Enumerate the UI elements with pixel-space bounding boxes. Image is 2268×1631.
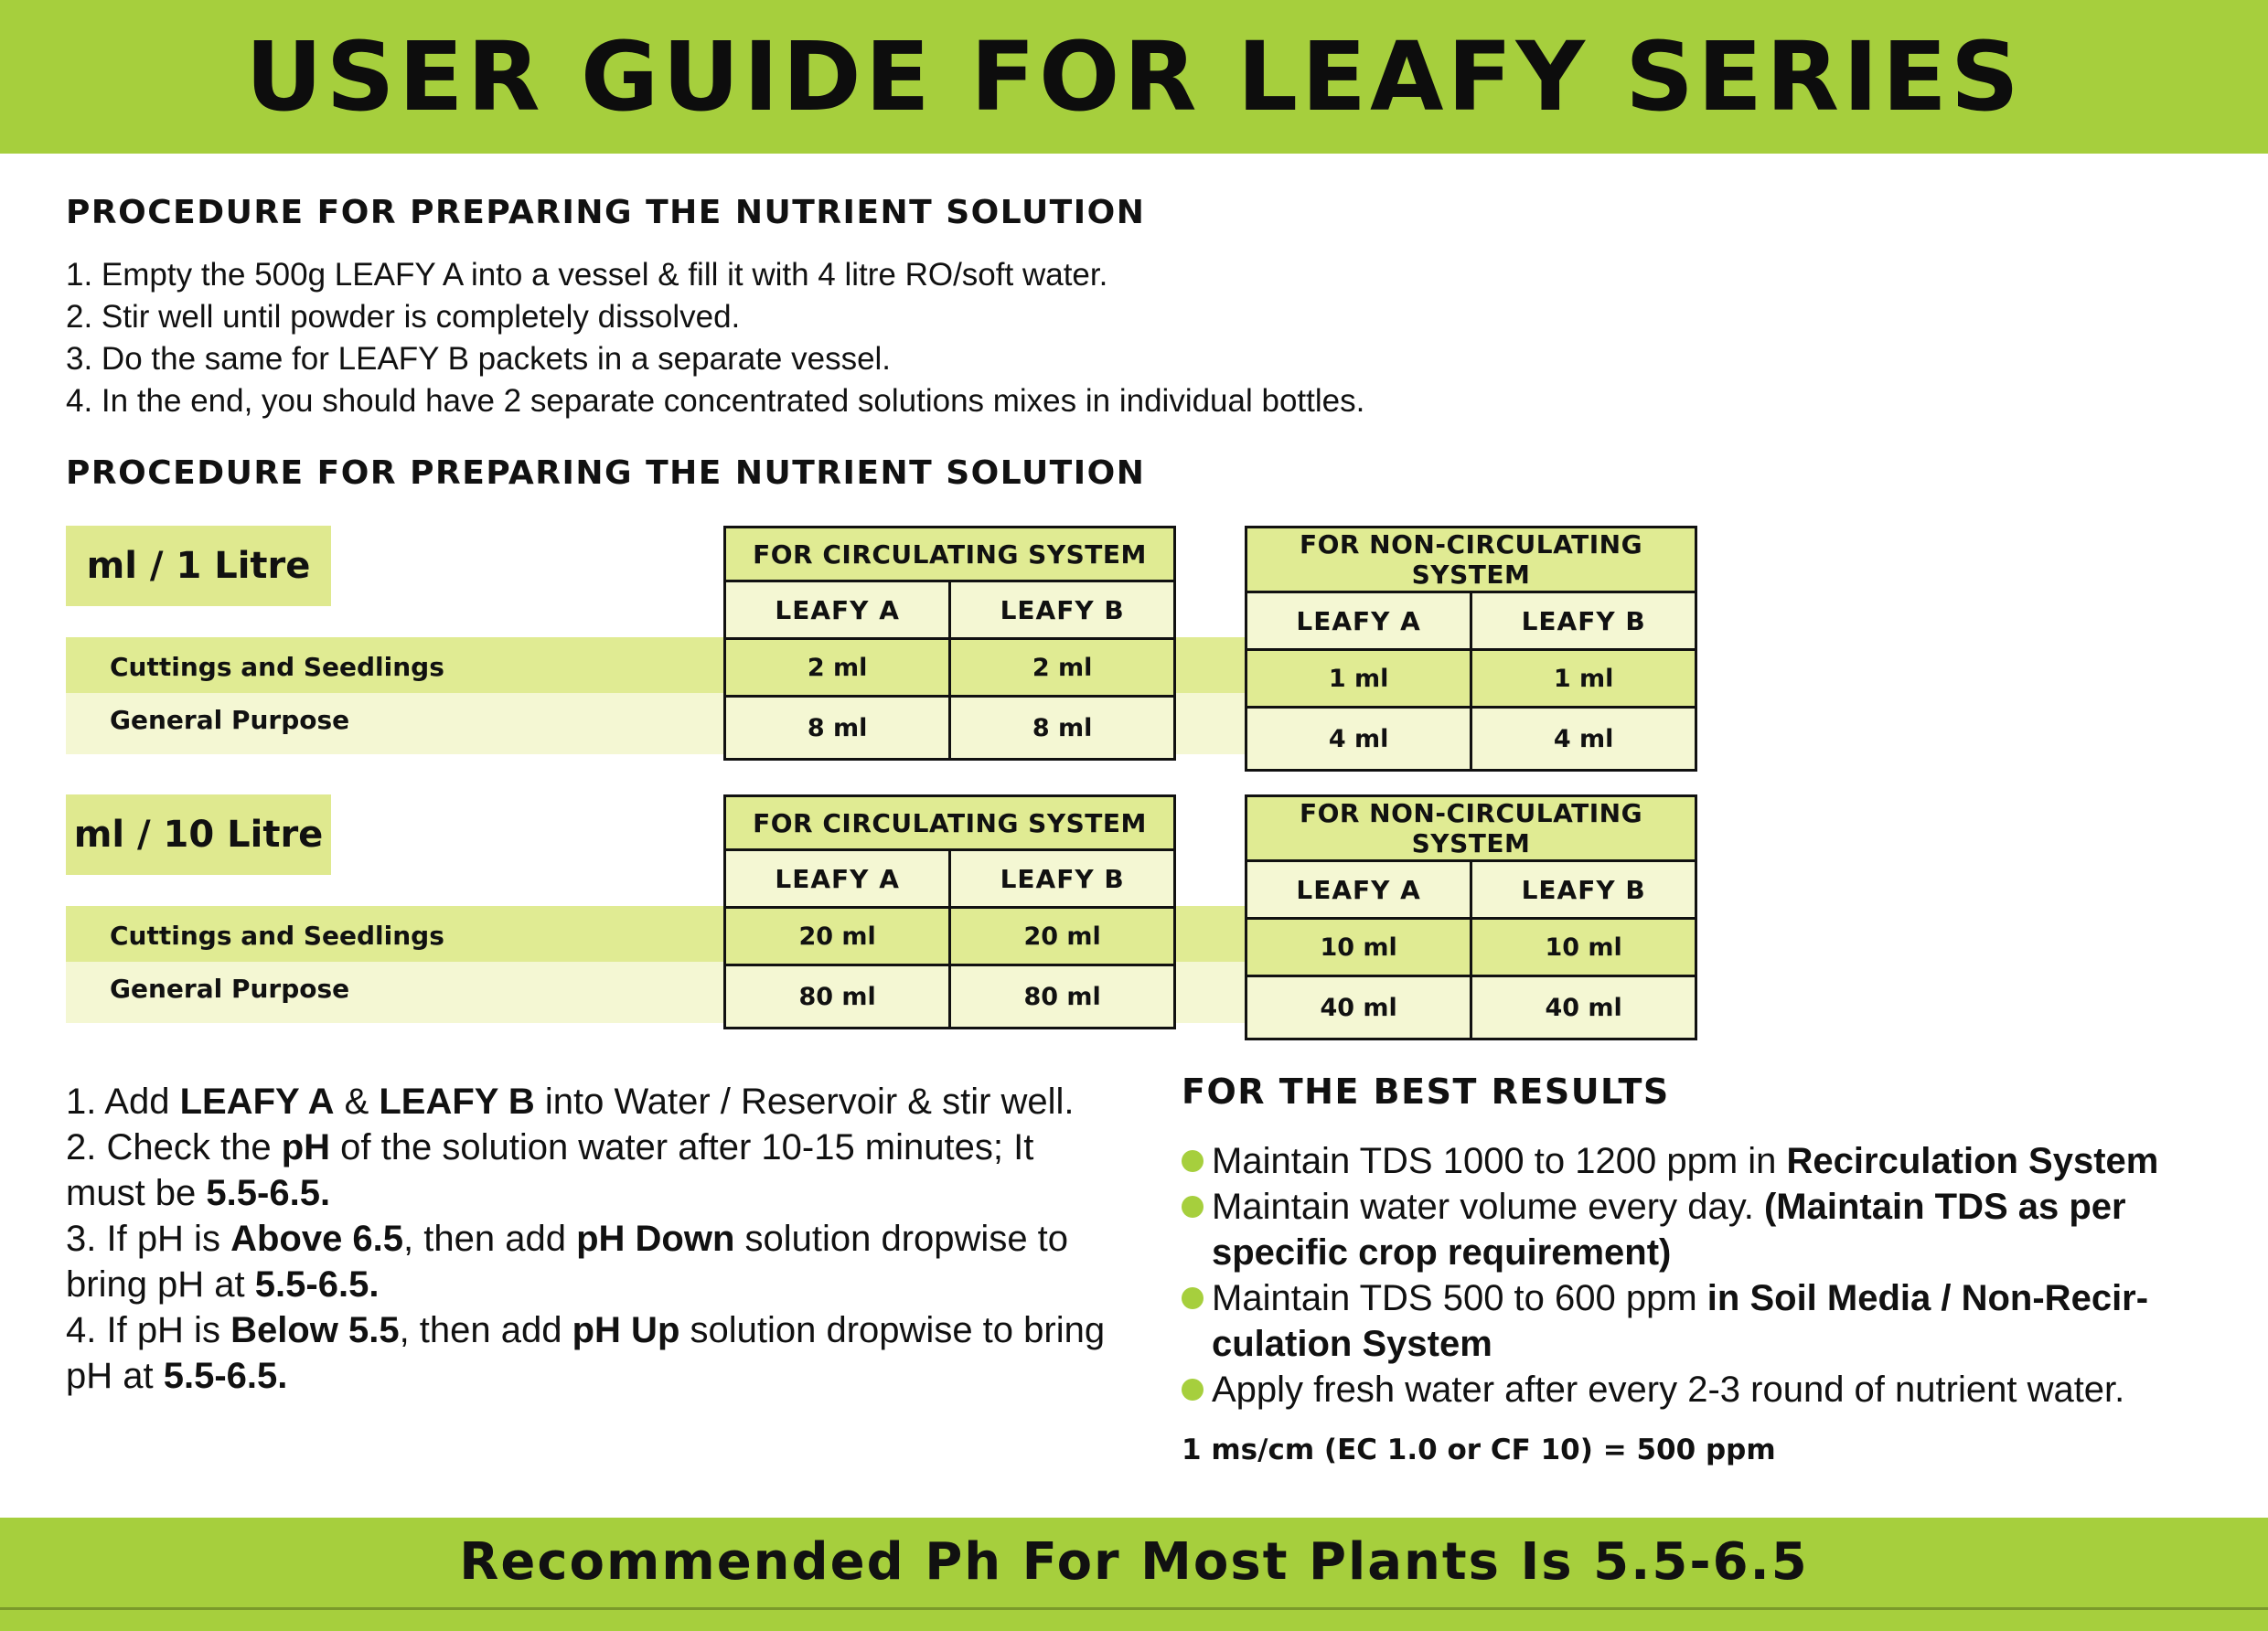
text: Apply fresh water after every 2-3 round of nutrient water. [1212, 1370, 2125, 1410]
step-item: 4. In the end, you should have 2 separate concentrated solutions mixes in individual bottles. [66, 383, 1365, 419]
table-circulating-10-litre [723, 794, 1176, 1029]
text: Maintain water volume every day. [1212, 1187, 1764, 1227]
usage-instructions [66, 1079, 1118, 1399]
text: into Water / Reservoir & stir well. [534, 1082, 1075, 1122]
best-results-heading: FOR THE BEST RESULTS [1182, 1071, 1670, 1112]
table-cell: 4 ml [1471, 708, 1696, 771]
table-cell: 40 ml [1471, 976, 1696, 1039]
table-circulating-1-litre [723, 526, 1176, 761]
table-cell: 2 ml [950, 639, 1175, 697]
col-header: LEAFY B [1471, 861, 1696, 919]
instruction-item [66, 1079, 1118, 1125]
text: solution dropwise to bring pH at [66, 1219, 1069, 1305]
text: 3. If pH is [66, 1219, 231, 1259]
page-title: USER GUIDE FOR LEAFY SERIES [245, 21, 2023, 133]
table-cell: 1 ml [1471, 650, 1696, 708]
best-results-item [1182, 1367, 2233, 1412]
bold-text: pH Down [576, 1219, 735, 1259]
best-results-list [1182, 1138, 2233, 1412]
bold-text: pH [281, 1127, 331, 1167]
col-header: LEAFY B [950, 850, 1175, 908]
text: solution dropwise to bring pH at [66, 1310, 1106, 1396]
bold-text: 5.5-6.5. [163, 1356, 288, 1396]
section2-heading: PROCEDURE FOR PREPARING THE NUTRIENT SOLUTION [66, 454, 1146, 492]
bold-text: Recirculation System [1786, 1141, 2159, 1181]
bold-text: LEAFY B [379, 1082, 535, 1122]
table-cell: 2 ml [725, 639, 950, 697]
step-item: 2. Stir well until powder is completely dissolved. [66, 299, 741, 335]
preparation-steps [66, 254, 1712, 422]
unit-label-1-litre: ml / 1 Litre [66, 526, 331, 606]
text: , then add [403, 1219, 577, 1259]
col-header: LEAFY A [725, 850, 950, 908]
table-non-circulating-10-litre [1245, 794, 1697, 1040]
table-cell: 40 ml [1246, 976, 1471, 1039]
best-results-item [1182, 1184, 2233, 1275]
table-cell: 80 ml [950, 965, 1175, 1029]
step-item: 1. Empty the 500g LEAFY A into a vessel & fill it with 4 litre RO/soft water. [66, 257, 1108, 293]
best-results-item [1182, 1275, 2233, 1367]
text: & [334, 1082, 380, 1122]
step-item: 3. Do the same for LEAFY B packets in a separate vessel. [66, 341, 892, 377]
text: of the solution water after 10-15 minutes; It must be [66, 1127, 1034, 1213]
bold-text: 5.5-6.5. [254, 1264, 380, 1305]
table-cell: 1 ml [1246, 650, 1471, 708]
col-header: LEAFY A [1246, 592, 1471, 650]
col-header: LEAFY A [725, 581, 950, 639]
text: , then add [399, 1310, 572, 1350]
bold-text: pH Up [572, 1310, 680, 1350]
instruction-item [66, 1125, 1118, 1216]
table-cell: 8 ml [725, 697, 950, 760]
bullet-dot-icon [1182, 1150, 1204, 1172]
table-title: FOR CIRCULATING SYSTEM [725, 528, 1175, 581]
footer-banner [0, 1518, 2268, 1631]
row-label-cuttings: Cuttings and Seedlings [110, 652, 444, 682]
table-cell: 20 ml [725, 908, 950, 965]
table-title: FOR NON-CIRCULATING SYSTEM [1246, 528, 1696, 592]
col-header: LEAFY A [1246, 861, 1471, 919]
text: Maintain TDS 1000 to 1200 ppm in [1212, 1141, 1787, 1181]
bold-text: (Maintain TDS as per specific crop requirement) [1212, 1187, 2126, 1273]
table-non-circulating-1-litre [1245, 526, 1697, 772]
table-title: FOR CIRCULATING SYSTEM [725, 796, 1175, 850]
text: 4. If pH is [66, 1310, 231, 1350]
row-label-general: General Purpose [110, 974, 350, 1004]
header-banner [0, 0, 2268, 154]
bullet-dot-icon [1182, 1379, 1204, 1401]
row-label-general: General Purpose [110, 705, 350, 735]
unit-label-10-litre: ml / 10 Litre [66, 794, 331, 875]
section1-heading: PROCEDURE FOR PREPARING THE NUTRIENT SOLUTION [66, 194, 1146, 231]
table-cell: 20 ml [950, 908, 1175, 965]
bold-text: LEAFY A [179, 1082, 335, 1122]
best-results-item [1182, 1138, 2233, 1184]
table-title: FOR NON-CIRCULATING SYSTEM [1246, 796, 1696, 861]
footer-divider [0, 1607, 2268, 1610]
bullet-dot-icon [1182, 1196, 1204, 1218]
row-label-cuttings: Cuttings and Seedlings [110, 921, 444, 951]
instruction-item [66, 1216, 1118, 1307]
table-cell: 4 ml [1246, 708, 1471, 771]
instruction-item [66, 1307, 1118, 1399]
bullet-dot-icon [1182, 1287, 1204, 1309]
text: 1. Add [66, 1082, 180, 1122]
col-header: LEAFY B [1471, 592, 1696, 650]
bold-text: Above 6.5 [230, 1219, 404, 1259]
bold-text: 5.5-6.5. [206, 1173, 331, 1213]
col-header: LEAFY B [950, 581, 1175, 639]
bold-text: in Soil Media / Non-Recir-culation System [1212, 1278, 2149, 1364]
table-cell: 80 ml [725, 965, 950, 1029]
text: 2. Check the [66, 1127, 282, 1167]
ec-conversion-note: 1 ms/cm (EC 1.0 or CF 10) = 500 ppm [1182, 1434, 1776, 1466]
footer-text: Recommended Ph For Most Plants Is 5.5-6.5 [459, 1531, 1809, 1592]
table-cell: 10 ml [1471, 919, 1696, 976]
text: Maintain TDS 500 to 600 ppm [1212, 1278, 1707, 1318]
table-cell: 8 ml [950, 697, 1175, 760]
bold-text: Below 5.5 [230, 1310, 400, 1350]
table-cell: 10 ml [1246, 919, 1471, 976]
